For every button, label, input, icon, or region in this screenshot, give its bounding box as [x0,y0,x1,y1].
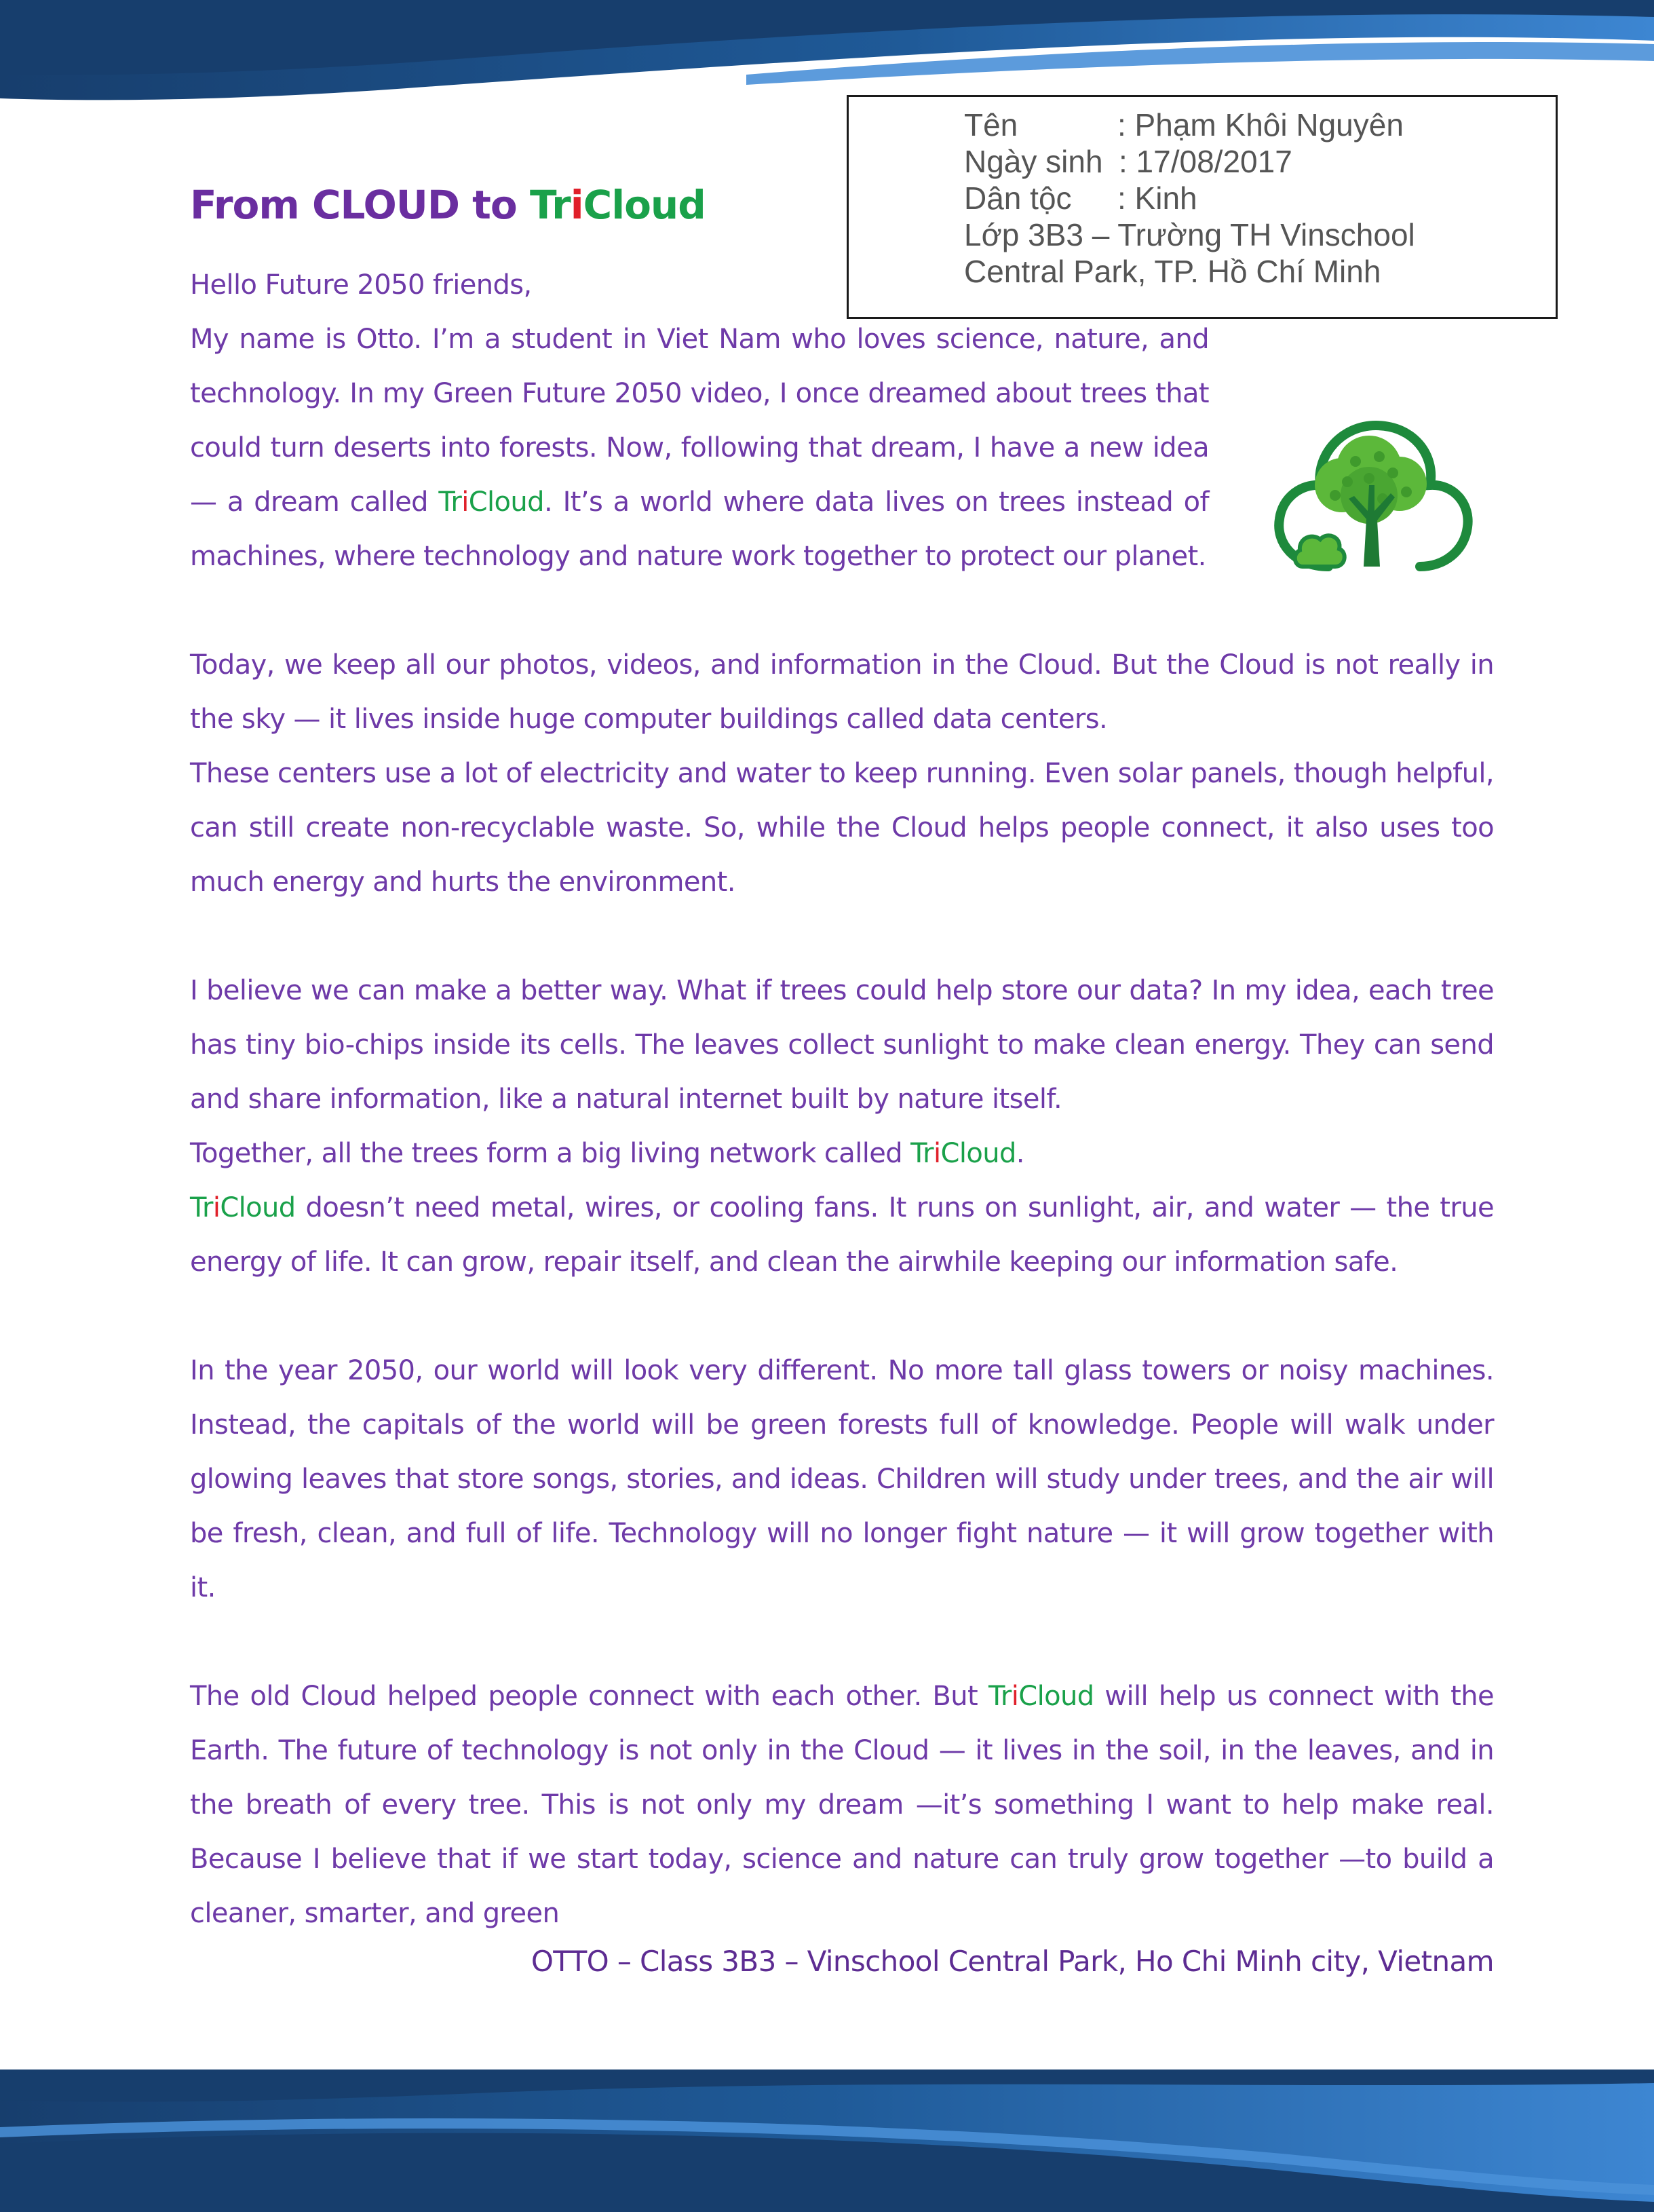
brand-cloud: Cloud [940,1138,1016,1169]
spacer [190,1289,1494,1343]
info-dob-line [964,143,1556,180]
paragraph-closing-text: The old Cloud helped people connect with each other. But [190,1681,988,1712]
info-dob-value: : 17/08/2017 [1119,144,1292,179]
brand-cloud: Cloud [468,487,544,518]
paragraph-network-end: . [1016,1138,1024,1169]
info-name-value: : Phạm Khôi Nguyên [1117,107,1404,142]
info-class-line: Lớp 3B3 – Trường TH Vinschool [964,217,1415,252]
paragraph-network [190,1126,1494,1181]
paragraph-network-text: Together, all the trees form a big living network called [190,1138,911,1169]
footer-wave [0,2063,1654,2212]
paragraph-energy: These centers use a lot of electricity and water to keep running. Even solar panels, though helpful, can still create non-recyclable waste. So, while the Cloud helps people connect, it also uses too much energy and hurts the environment. [190,758,1494,898]
spacer [190,909,1494,964]
brand-tr: Tr [190,1192,213,1223]
brand-i: i [933,1138,941,1169]
title-prefix: From CLOUD to [190,182,530,228]
info-city-line: Central Park, TP. Hồ Chí Minh [964,254,1381,289]
title-brand-tr: Tr [529,182,571,228]
info-name-label: Tên [964,107,1018,142]
brand-tr: Tr [438,487,462,518]
page-title [190,182,706,228]
paragraph-intro-text: My name is Otto. I’m a student in Viet Nam who loves science, nature, and technology. In my Green Future 2050 video, I once dreamed about trees that could turn deserts into forests. Now, following that dream, I have a new idea — a dream called [190,324,1209,518]
letter-body [190,258,1494,1941]
info-ethnicity-line [964,180,1556,216]
paragraph-cloud: Today, we keep all our photos, videos, and information in the Cloud. But the Cloud is not really in the sky — it lives inside huge computer buildings called data centers. [190,649,1494,735]
paragraph-tricloud [190,1181,1494,1289]
info-ethnicity-value: : Kinh [1117,180,1197,216]
paragraph-idea: I believe we can make a better way. What if trees could help store our data? In my idea, each tree has tiny bio-chips inside its cells. The leaves collect sunlight to make clean energy. They can send and share information, like a natural internet built by nature itself. [190,975,1494,1115]
brand-i: i [212,1192,220,1223]
paragraph-intro-text-end: . It’s a world where data lives on trees instead of machines, where technology and nature work together to protect our planet. [190,487,1209,572]
title-brand-i: i [570,182,583,228]
brand-tr: Tr [910,1138,934,1169]
brand-i: i [1011,1681,1019,1712]
title-brand-cloud: Cloud [583,182,706,228]
greeting: Hello Future 2050 friends, [190,269,532,301]
signature: OTTO – Class 3B3 – Vinschool Central Park, Ho Chi Minh city, Vietnam [531,1945,1494,1978]
brand-i: i [461,487,469,518]
brand-cloud: Cloud [220,1192,296,1223]
paragraph-closing-text-end: will help us connect with the Earth. The future of technology is not only in the Cloud — it lives in the soil, in the leaves, and in the breath of every tree. This is not only my dream —it’s something I want to help make real. Because I believe that if we start today, science and nature can truly grow together —to build a cleaner, smarter, and green [190,1681,1494,1929]
paragraph-2050: In the year 2050, our world will look very different. No more tall glass towers or noisy machines. Instead, the capitals of the world will be green forests full of knowledge. People will walk under glowing leaves that store songs, stories, and ideas. Children will study under trees, and the air will be fresh, clean, and full of life. Technology will no longer fight nature — it will grow together with it. [190,1355,1494,1603]
info-name-line [964,107,1556,143]
paragraph-tricloud-text: doesn’t need metal, wires, or cooling fans. It runs on sunlight, air, and water — the true energy of life. It can grow, repair itself, and clean the airwhile keeping our information safe. [190,1192,1494,1278]
brand-tr: Tr [988,1681,1012,1712]
brand-cloud: Cloud [1018,1681,1094,1712]
paragraph-closing [190,1669,1494,1941]
spacer [190,1615,1494,1669]
paragraph-intro [190,312,1209,584]
info-dob-label: Ngày sinh [964,144,1103,179]
info-ethnicity-label: Dân tộc [964,180,1072,216]
spacer [190,584,1494,638]
